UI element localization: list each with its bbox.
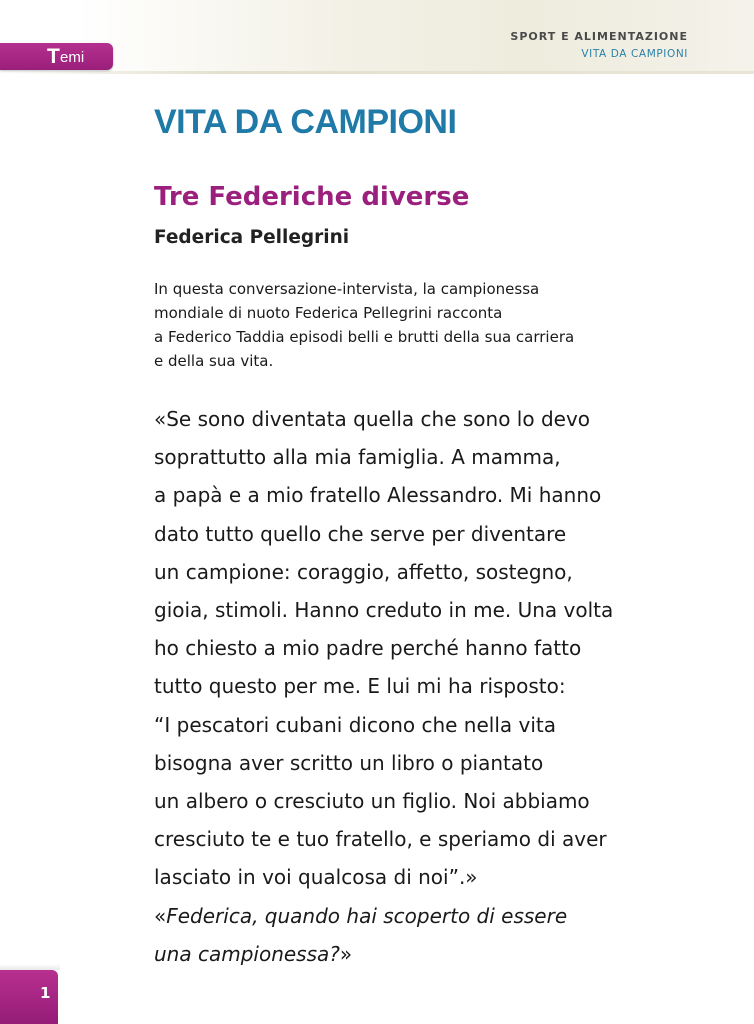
question-text-2: una campionessa? <box>154 941 340 966</box>
intro-line: a Federico Taddia episodi belli e brutti della sua carriera <box>154 328 575 346</box>
intro-line: In questa conversazione-intervista, la campionessa <box>154 280 540 298</box>
temi-tab-initial: T <box>47 45 60 68</box>
section-title: SPORT E ALIMENTAZIONE <box>510 30 688 43</box>
page-number: 1 <box>40 984 51 1002</box>
article-subtitle: Tre Federiche diverse <box>154 182 470 212</box>
quote-line: gioia, stimoli. Hanno creduto in me. Una volta <box>154 598 614 623</box>
quote-line: bisogna aver scritto un libro o piantato <box>154 750 544 775</box>
question-text-1: Federica, quando hai scoperto di essere <box>166 903 568 928</box>
quote-body <box>154 400 714 973</box>
quote-line: cresciuto te e tuo fratello, e speriamo di aver <box>154 827 607 852</box>
quote-line: un albero o cresciuto un figlio. Noi abbiamo <box>154 789 590 814</box>
quote-line: soprattutto alla mia famiglia. A mamma, <box>154 445 561 470</box>
question-line-1 <box>154 897 714 935</box>
section-subtitle: VITA DA CAMPIONI <box>581 48 688 60</box>
question-open-mark: « <box>154 903 167 928</box>
question-line-2 <box>154 935 714 973</box>
temi-tab-label: emi <box>60 49 85 66</box>
quote-line: a papà e a mio fratello Alessandro. Mi hanno <box>154 483 602 508</box>
quote-line: «Se sono diventata quella che sono lo devo <box>154 407 591 431</box>
temi-tab <box>0 43 113 70</box>
intro-paragraph <box>154 277 694 373</box>
page-title: VITA DA CAMPIONI <box>154 103 457 141</box>
quote-line: dato tutto quello che serve per diventare <box>154 521 567 546</box>
page-number-tab <box>0 970 58 1024</box>
question-close-mark: » <box>339 941 353 966</box>
quote-line: lasciato in voi qualcosa di noi”.» <box>154 865 478 890</box>
quote-line: tutto questo per me. E lui mi ha risposto: <box>154 674 566 699</box>
intro-line: e della sua vita. <box>154 352 274 370</box>
quote-line: un campione: coraggio, affetto, sostegno, <box>154 559 573 584</box>
quote-line: “I pescatori cubani dicono che nella vita <box>154 712 557 737</box>
intro-line: mondiale di nuoto Federica Pellegrini racconta <box>154 304 503 322</box>
article-author: Federica Pellegrini <box>154 227 350 248</box>
quote-line: ho chiesto a mio padre perché hanno fatto <box>154 636 582 661</box>
